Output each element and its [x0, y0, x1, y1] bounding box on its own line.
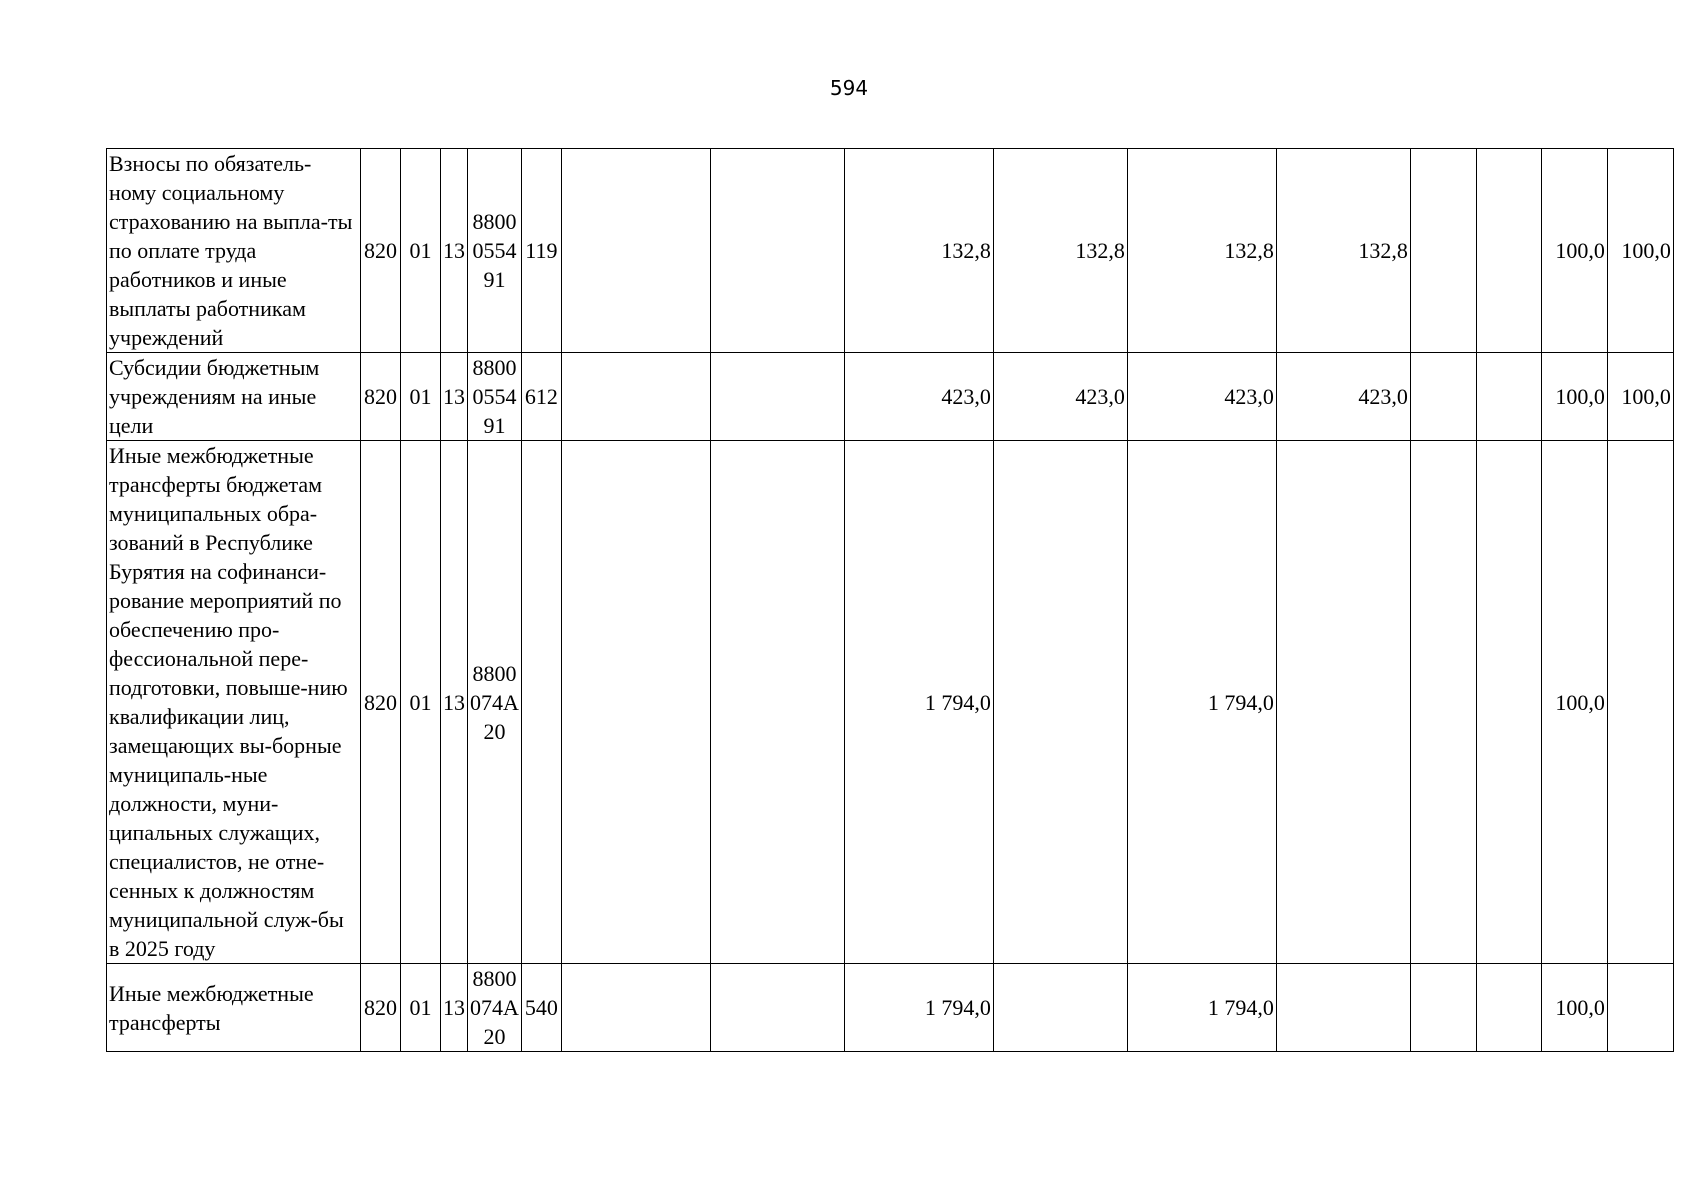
cell-gr: 820 — [361, 353, 401, 441]
cell-v2 — [993, 964, 1127, 1052]
cell-e1 — [1410, 353, 1476, 441]
cell-v3: 1 794,0 — [1127, 441, 1276, 964]
cell-b2 — [710, 149, 844, 353]
cell-pr: 13 — [441, 353, 468, 441]
cell-csr: 8800 0554 91 — [468, 149, 522, 353]
cell-pr: 13 — [441, 149, 468, 353]
cell-pr: 13 — [441, 964, 468, 1052]
cell-rz: 01 — [401, 353, 441, 441]
row-name: Иные межбюджетные трансферты — [107, 964, 361, 1052]
cell-vr: 119 — [521, 149, 561, 353]
cell-vr: 612 — [521, 353, 561, 441]
cell-v4 — [1276, 964, 1410, 1052]
cell-p2 — [1607, 441, 1673, 964]
cell-e2 — [1476, 149, 1541, 353]
cell-e2 — [1476, 441, 1541, 964]
cell-vr: 540 — [521, 964, 561, 1052]
cell-p2: 100,0 — [1607, 353, 1673, 441]
cell-v2: 423,0 — [993, 353, 1127, 441]
table-row — [107, 149, 1674, 353]
cell-v4 — [1276, 441, 1410, 964]
cell-rz: 01 — [401, 149, 441, 353]
table-row — [107, 353, 1674, 441]
cell-b2 — [710, 441, 844, 964]
cell-gr: 820 — [361, 441, 401, 964]
row-name: Субсидии бюджетным учреждениям на иные цели — [107, 353, 361, 441]
cell-v2: 132,8 — [993, 149, 1127, 353]
cell-b1 — [561, 149, 710, 353]
table-row — [107, 441, 1674, 964]
cell-e1 — [1410, 149, 1476, 353]
cell-csr: 8800 0554 91 — [468, 353, 522, 441]
cell-b1 — [561, 441, 710, 964]
row-name: Взносы по обязатель-ному социальному страхованию на выпла-ты по оплате труда работников и иные выплаты работникам учреждений — [107, 149, 361, 353]
cell-b1 — [561, 353, 710, 441]
cell-gr: 820 — [361, 149, 401, 353]
cell-p2: 100,0 — [1607, 149, 1673, 353]
cell-e2 — [1476, 353, 1541, 441]
cell-pr: 13 — [441, 441, 468, 964]
cell-v4: 132,8 — [1276, 149, 1410, 353]
cell-p1: 100,0 — [1541, 964, 1607, 1052]
cell-v4: 423,0 — [1276, 353, 1410, 441]
table-row — [107, 964, 1674, 1052]
cell-vr — [521, 441, 561, 964]
cell-v3: 423,0 — [1127, 353, 1276, 441]
cell-v3: 1 794,0 — [1127, 964, 1276, 1052]
cell-v1: 1 794,0 — [844, 441, 993, 964]
cell-csr: 8800 074А 20 — [468, 441, 522, 964]
row-name: Иные межбюджетные трансферты бюджетам муниципальных обра-зований в Республике Бурятия на софинанси-рование мероприятий по обеспечению про-фессиональной пере-подготовки, повыше-нию квалификации лиц, замещающих вы-борные муниципаль-ные должности, муни-ципальных служащих, специалистов, не отне-сенных к должностям муниципальной служ-бы в 2025 году — [107, 441, 361, 964]
cell-p1: 100,0 — [1541, 441, 1607, 964]
cell-rz: 01 — [401, 441, 441, 964]
cell-b1 — [561, 964, 710, 1052]
cell-v1: 423,0 — [844, 353, 993, 441]
cell-gr: 820 — [361, 964, 401, 1052]
cell-rz: 01 — [401, 964, 441, 1052]
cell-b2 — [710, 353, 844, 441]
cell-b2 — [710, 964, 844, 1052]
cell-v3: 132,8 — [1127, 149, 1276, 353]
cell-v1: 132,8 — [844, 149, 993, 353]
budget-table — [106, 148, 1674, 1052]
cell-e1 — [1410, 441, 1476, 964]
cell-v2 — [993, 441, 1127, 964]
cell-v1: 1 794,0 — [844, 964, 993, 1052]
cell-e2 — [1476, 964, 1541, 1052]
cell-p1: 100,0 — [1541, 149, 1607, 353]
cell-p2 — [1607, 964, 1673, 1052]
cell-csr: 8800 074А 20 — [468, 964, 522, 1052]
page-number: 594 — [829, 76, 869, 100]
cell-e1 — [1410, 964, 1476, 1052]
cell-p1: 100,0 — [1541, 353, 1607, 441]
